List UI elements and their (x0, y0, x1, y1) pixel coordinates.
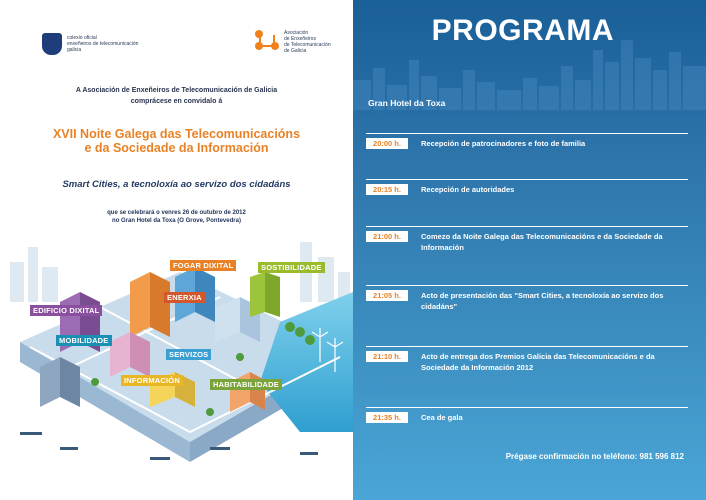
schedule-time: 21:10 h. (366, 351, 408, 362)
event-title (0, 127, 353, 155)
asociacion-logo (255, 30, 331, 54)
slogan: Smart Cities, a tecnoloxía ao servizo dos cidadáns (62, 179, 291, 190)
schedule-description: Comezo da Noite Galega das Telecomunicacións e da Sociedade da Información (421, 232, 663, 252)
event-title-line-2: e da Sociedade da Información (84, 141, 269, 155)
schedule-time: 21:05 h. (366, 290, 408, 301)
label-informacion: INFORMACIÓN (121, 375, 183, 386)
venue-name: Gran Hotel da Toxa (368, 98, 446, 108)
crest-icon (42, 33, 62, 55)
rsvp-phone: Prégase confirmación no teléfono: 981 596 812 (505, 452, 684, 461)
label-edificio-dixital: EDIFICIO DIXITAL (30, 305, 102, 316)
logo-text-line: colexio oficial (67, 35, 97, 41)
schedule-time: 21:35 h. (366, 412, 408, 423)
label-fogar-dixital: FOGAR DIXITAL (170, 260, 236, 271)
event-title-line-1: XVII Noite Galega das Telecomunicacións (52, 127, 301, 141)
schedule-time: 20:00 h. (366, 138, 408, 149)
schedule-description: Recepción de autoridades (421, 185, 515, 194)
schedule-time: 20:15 h. (366, 184, 408, 195)
network-logo-icon (255, 30, 279, 54)
schedule-description: Cea de gala (421, 413, 463, 422)
colexio-logo (42, 33, 138, 55)
schedule-description: Recepción de patrocinadores e foto de familia (421, 139, 586, 148)
programa-panel (353, 0, 706, 500)
label-sostibilidade: SOSTIBILIDADE (258, 262, 325, 273)
schedule-item (366, 346, 688, 372)
logo-text-line: galicia (67, 47, 82, 53)
event-date-location (0, 209, 353, 225)
schedule-item (366, 179, 688, 194)
logo-text-line: de Telecomunicación (284, 42, 331, 48)
schedule-item (366, 285, 688, 311)
event-location: no Gran Hotel da Toxa (O Grove, Pontevedra) (112, 218, 241, 224)
schedule-description: Acto de entrega dos Premios Galicia das Telecomunicacións e da Sociedade da Información 2012 (421, 352, 655, 372)
logo-text-line: Asociación (284, 30, 309, 36)
schedule-item (366, 133, 688, 148)
invite-line-1: A Asociación de Enxeñeiros de Telecomunicación de Galicia (75, 87, 278, 94)
schedule-item (366, 226, 688, 252)
programa-heading: PROGRAMA (431, 14, 614, 47)
label-servizos: SERVIZOS (166, 349, 211, 360)
logo-text-line: de Enxeñeiros (284, 36, 316, 42)
logo-text-line: de Galicia (284, 48, 307, 54)
label-habitabilidade: HABITABILIDADE (210, 379, 282, 390)
schedule-time: 21:00 h. (366, 231, 408, 242)
schedule-item (366, 407, 688, 422)
smart-city-illustration (0, 232, 353, 500)
logo-text-line: enxeñeiros de telecomunicación (67, 41, 139, 47)
label-enerxia: ENERXIA (164, 292, 205, 303)
label-mobilidade: MOBILIDADE (56, 335, 112, 346)
invite-line-2: comprácese en convidalo á (130, 98, 223, 105)
event-date: que se celebrará o venres 26 de outubro de 2012 (107, 210, 246, 216)
schedule-description: Acto de presentación das "Smart Cities, a tecnoloxía ao servizo dos cidadáns" (421, 291, 664, 311)
